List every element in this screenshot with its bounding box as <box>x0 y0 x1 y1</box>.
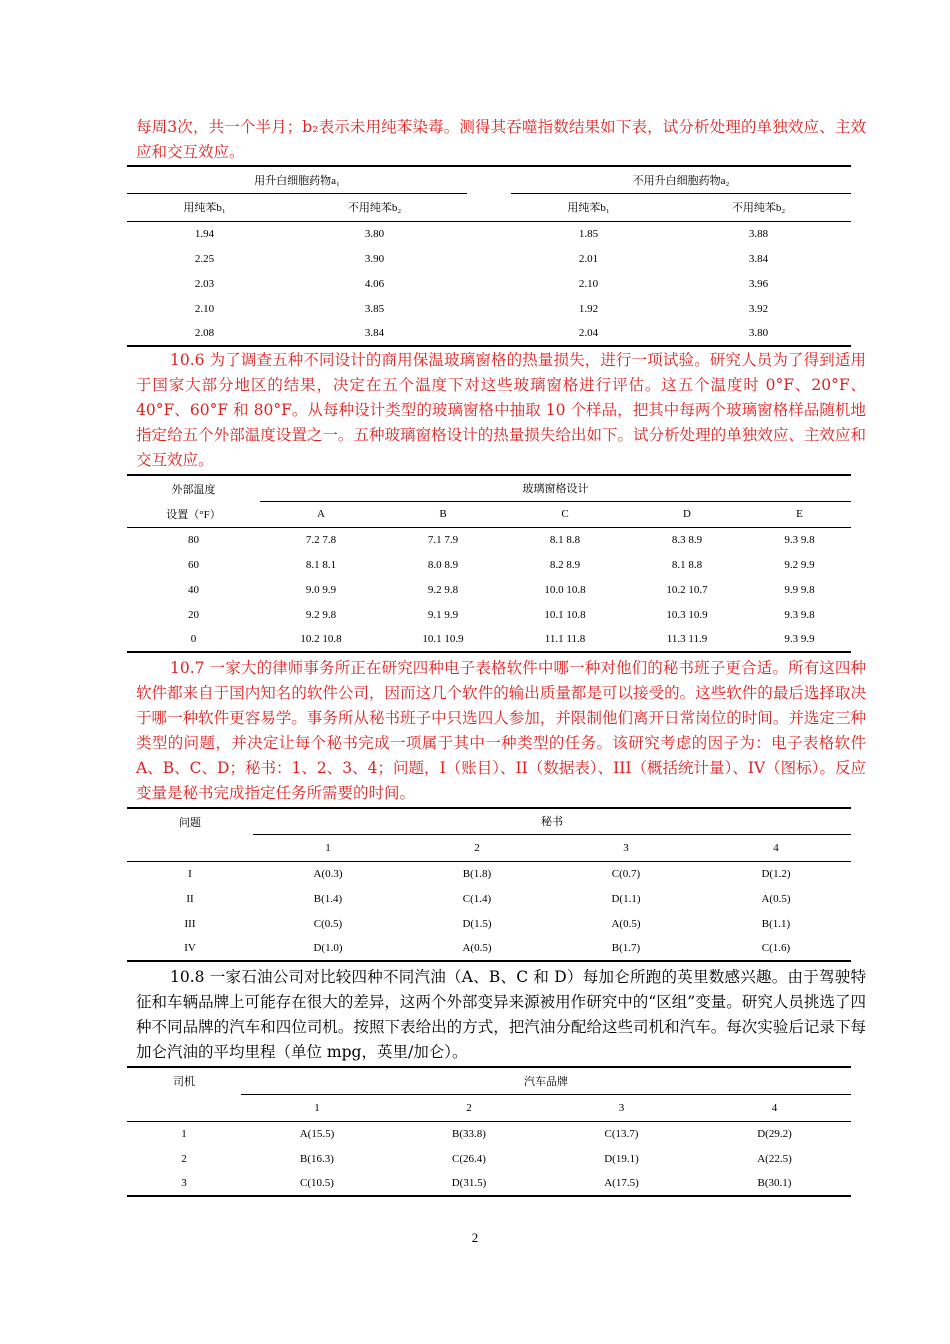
table-row <box>127 861 851 886</box>
table-spacer <box>467 296 511 321</box>
table-cell: 40 <box>188 583 199 596</box>
header-design-b: B <box>382 501 504 527</box>
table-cell: 7.2 7.8 <box>305 533 337 546</box>
table-cell: C(10.5) <box>241 1171 393 1196</box>
table-cell: B(33.8) <box>452 1127 486 1140</box>
table-cell: 8.2 8.9 <box>549 558 581 571</box>
table-cell: 1.85 <box>578 227 599 240</box>
table-cell: 10.2 10.8 <box>260 627 382 652</box>
header-brand-2: 2 <box>393 1094 545 1121</box>
table-cell: 2.03 <box>194 277 215 290</box>
table-cell: 8.3 8.9 <box>671 533 703 546</box>
table-cell: 9.2 9.8 <box>427 583 459 596</box>
table-cell: 9.2 9.9 <box>784 558 815 571</box>
table-cell: D(29.2) <box>757 1127 792 1140</box>
table-cell: 8.0 8.9 <box>427 558 459 571</box>
table-cell: 3.80 <box>666 321 851 346</box>
header-temp-2: 设置（°F） <box>127 501 260 527</box>
table-cell: 2.25 <box>194 252 215 265</box>
table-cell: B(30.1) <box>698 1171 851 1196</box>
table-cell: I <box>188 867 192 880</box>
header-brand-3: 3 <box>545 1094 698 1121</box>
table-cell: 20 <box>188 608 199 621</box>
header-temp-1: 外部温度 <box>127 475 260 501</box>
table-cell: 2 <box>181 1152 187 1165</box>
table-cell: A(0.5) <box>761 892 791 905</box>
table-cell: D(1.2) <box>761 867 791 880</box>
table-cell: 11.1 11.8 <box>504 627 626 652</box>
table-cell: A(17.5) <box>545 1171 698 1196</box>
table-cell: 3.96 <box>748 277 769 290</box>
table-cell: 10.2 10.7 <box>666 583 708 596</box>
table-cell: C(0.7) <box>611 867 641 880</box>
table-cell: 1 <box>181 1127 187 1140</box>
table-cell: C(1.4) <box>462 892 492 905</box>
table-cell: 3.80 <box>364 227 385 240</box>
table-cell: 60 <box>188 558 199 571</box>
header-a2-b1: 用纯苯b₁ <box>511 193 666 221</box>
table-cell: B(1.8) <box>462 867 492 880</box>
paragraph-10-8: 10.8 一家石油公司对比较四种不同汽油（A、B、C 和 D）每加仑所跑的英里数感兴趣。由于驾驶特征和车辆品牌上可能存在很大的差异，这两个外部变异来源被用作研究中的“区组”变量。研究人员挑选了四种不同品牌的汽车和四位司机。按照下表给出的方式，把汽油分配给这些司机和汽车。每次实验后记录下每加仑汽油的平均里程（单位 mpg，英里/加仑）。 <box>136 968 866 1061</box>
header-design-a: A <box>260 501 382 527</box>
table-cell: 8.1 8.1 <box>305 558 337 571</box>
table-row <box>127 221 851 246</box>
header-design-e: E <box>748 501 851 527</box>
table-cell: B(16.3) <box>300 1152 334 1165</box>
table-row <box>127 602 851 627</box>
table-spacer <box>467 271 511 296</box>
table-cell: 10.1 10.8 <box>544 608 586 621</box>
table-cell: 8.1 8.8 <box>549 533 581 546</box>
header-secretary-3: 3 <box>551 834 701 861</box>
table-row <box>127 577 851 602</box>
table-cell: D(1.5) <box>462 917 492 930</box>
table-software <box>127 807 851 962</box>
table-cell: A(22.5) <box>757 1152 792 1165</box>
table-cell: D(1.0) <box>253 936 403 961</box>
table-cell: 9.3 9.9 <box>748 627 851 652</box>
table-row <box>127 627 851 652</box>
table-row <box>127 552 851 577</box>
table-cell: 9.0 9.9 <box>305 583 337 596</box>
table-cell: B(1.4) <box>313 892 343 905</box>
table-cell: 2.04 <box>511 321 666 346</box>
table-cell: 10.3 10.9 <box>666 608 708 621</box>
table-cell: 2.10 <box>578 277 599 290</box>
table-cell: 3.85 <box>364 302 385 315</box>
table-cell: 11.3 11.9 <box>626 627 748 652</box>
page-number: 2 <box>471 1230 479 1245</box>
table-cell: 10.1 10.9 <box>382 627 504 652</box>
table-cell: 9.3 9.8 <box>784 608 815 621</box>
table-row <box>127 1146 851 1171</box>
table-cell: 2.08 <box>127 321 282 346</box>
header-a2-b2: 不用纯苯b₂ <box>666 193 851 221</box>
header-design-d: D <box>626 501 748 527</box>
table-cell: 80 <box>188 533 199 546</box>
table-cell: D(31.5) <box>393 1171 545 1196</box>
table-spacer <box>467 321 511 346</box>
header-secretary: 秘书 <box>253 808 851 834</box>
table-cell: C(1.6) <box>701 936 851 961</box>
header-problem: 问题 <box>127 808 253 834</box>
header-a2: 不用升白细胞药物a₂ <box>511 166 851 193</box>
table-row <box>127 936 851 961</box>
table-cell: C(26.4) <box>452 1152 486 1165</box>
paragraph-10-7: 10.7 一家大的律师事务所正在研究四种电子表格软件中哪一种对他们的秘书班子更合适。所有这四种软件都来自于国内知名的软件公司，因而这几个软件的输出质量都是可以接受的。这些软件的最后选择取决于哪一种软件更容易学。事务所从秘书班子中只选四人参加，并限制他们离开日常岗位的时间。并选定三种类型的问题，并决定让每个秘书完成一项属于其中一种类型的任务。该研究考虑的因子为：电子表格软件 A、B、C、D；秘书：1、2、3、4；问题，I（账目）、II（数据表）、III（概括统计量）、IV（图标）。反应变量是秘书完成指定任务所需要的时间。 <box>136 659 866 802</box>
table-cell: 3 <box>127 1171 241 1196</box>
table-cell: III <box>184 917 196 930</box>
table-cell: 3.92 <box>748 302 769 315</box>
table-cell: A(15.5) <box>299 1127 335 1140</box>
table-cell: C(0.5) <box>313 917 343 930</box>
header-secretary-1: 1 <box>253 834 403 861</box>
table-cell: D(1.1) <box>611 892 641 905</box>
table-cell: 9.9 9.8 <box>784 583 815 596</box>
table-cell: 0 <box>127 627 260 652</box>
table-row <box>127 246 851 271</box>
table-cell: 3.88 <box>748 227 769 240</box>
table-cell: 3.84 <box>748 252 769 265</box>
header-brand: 汽车品牌 <box>241 1067 851 1094</box>
table-spacer <box>467 246 511 271</box>
table-heat-loss <box>127 474 851 653</box>
table-cell: 2.10 <box>194 302 215 315</box>
table-cell: 9.1 9.9 <box>427 608 459 621</box>
header-design-c: C <box>504 501 626 527</box>
table-cell: II <box>186 892 194 905</box>
table-cell: B(1.7) <box>551 936 701 961</box>
table-cell: 2.01 <box>578 252 599 265</box>
table-row <box>127 296 851 321</box>
table-cell: 10.0 10.8 <box>544 583 586 596</box>
table-row <box>127 321 851 346</box>
header-driver: 司机 <box>127 1067 241 1094</box>
header-design: 玻璃窗格设计 <box>260 475 851 501</box>
table-cell: 1.92 <box>578 302 599 315</box>
table-row <box>127 271 851 296</box>
header-secretary-4: 4 <box>701 834 851 861</box>
table-cell: 9.2 9.8 <box>305 608 337 621</box>
table-cell: D(19.1) <box>604 1152 639 1165</box>
table-cell: B(1.1) <box>761 917 791 930</box>
table-cell: IV <box>127 936 253 961</box>
table-cell: 4.06 <box>364 277 385 290</box>
table-phagocytosis <box>127 165 851 347</box>
table-row <box>127 911 851 936</box>
table-cell: 9.3 9.8 <box>784 533 815 546</box>
header-a1-b1: 用纯苯b₁ <box>127 193 282 221</box>
table-cell: 3.90 <box>364 252 385 265</box>
header-a1-b2: 不用纯苯b₂ <box>282 193 467 221</box>
paragraph-intro: 每周3次，共一个半月；b₂表示未用纯苯染毒。测得其吞噬指数结果如下表，试分析处理的单独效应、主效应和交互效应。 <box>136 118 866 161</box>
table-row <box>127 527 851 552</box>
table-cell: A(0.5) <box>611 917 641 930</box>
table-cell: A(0.5) <box>403 936 551 961</box>
table-cell: A(0.3) <box>313 867 343 880</box>
table-row <box>127 886 851 911</box>
paragraph-10-6: 10.6 为了调查五种不同设计的商用保温玻璃窗格的热量损失，进行一项试验。研究人员为了得到适用于国家大部分地区的结果，决定在五个温度下对这些玻璃窗格进行评估。这五个温度时 0°F、20°F、40°F、60°F 和 80°F。从每种设计类型的玻璃窗格中抽取 10 个样品，把其中每两个玻璃窗格样品随机地指定给五个外部温度设置之一。五种玻璃窗格设计的热量损失给出如下。试分析处理的单独效应、主效应和交互效应。 <box>136 351 866 469</box>
table-cell: 8.1 8.8 <box>671 558 703 571</box>
header-brand-1: 1 <box>241 1094 393 1121</box>
header-secretary-2: 2 <box>403 834 551 861</box>
table-spacer <box>467 221 511 246</box>
table-cell: 1.94 <box>194 227 215 240</box>
table-row <box>127 1121 851 1146</box>
table-cell: 7.1 7.9 <box>427 533 459 546</box>
table-row <box>127 1171 851 1196</box>
table-gasoline <box>127 1066 851 1197</box>
header-brand-4: 4 <box>698 1094 851 1121</box>
header-a1: 用升白细胞药物a₁ <box>127 166 467 193</box>
table-cell: C(13.7) <box>604 1127 639 1140</box>
table-cell: 3.84 <box>282 321 467 346</box>
